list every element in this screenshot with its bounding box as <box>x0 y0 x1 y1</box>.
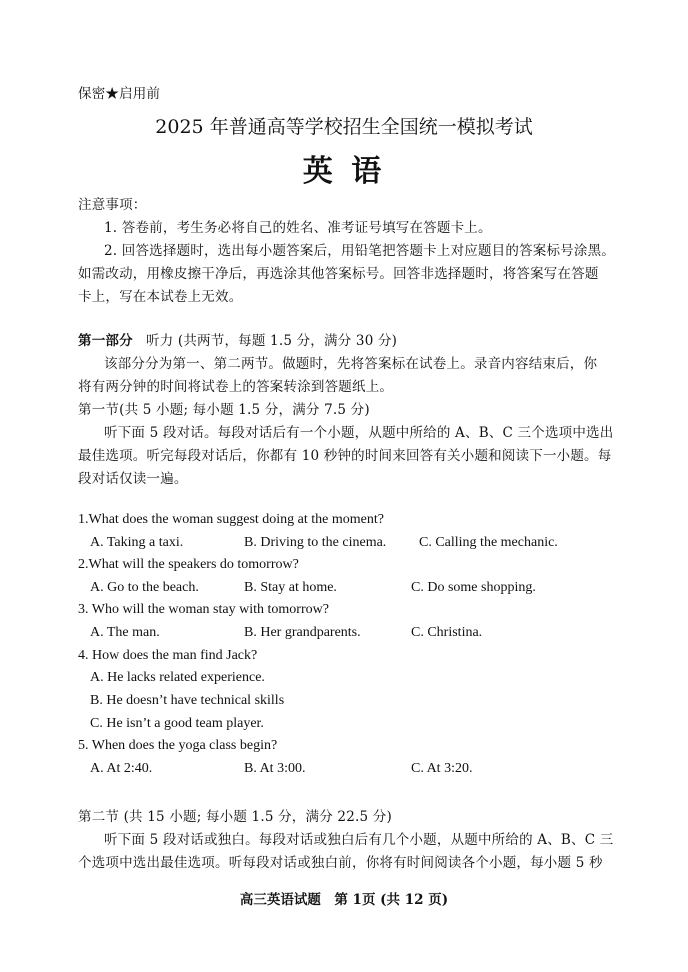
notes-item-1: 1. 答卷前，考生务必将自己的姓名、准考证号填写在答题卡上。 <box>104 220 492 236</box>
question-4-stem: 4. How does the man find Jack? <box>78 648 258 663</box>
notes-item-2-line-1: 2. 回答选择题时，选出每小题答案后，用铅笔把答题卡上对应题目的答案标号涂黑。 <box>104 243 615 259</box>
part1-title: 听力 (共两节，每题 1.5 分，满分 30 分) <box>146 333 398 349</box>
question-5-option-b: B. At 3:00. <box>244 761 306 776</box>
question-3-stem: 3. Who will the woman stay with tomorrow? <box>78 602 329 617</box>
part1-label: 第一部分 <box>78 333 133 349</box>
part1-intro-line-2: 将有两分钟的时间将试卷上的答案转涂到答题纸上。 <box>78 379 394 395</box>
question-2-option-b: B. Stay at home. <box>244 580 337 595</box>
question-1-option-c: C. Calling the mechanic. <box>419 535 558 550</box>
question-1-option-a: A. Taking a taxi. <box>90 535 184 550</box>
section1-heading: 第一节(共 5 小题; 每小题 1.5 分，满分 7.5 分) <box>78 402 370 418</box>
question-5-stem: 5. When does the yoga class begin? <box>78 738 278 753</box>
page-footer: 高三英语试题 第 1页 (共 12 页) <box>239 892 449 908</box>
section1-instr-line-2: 最佳选项。听完每段对话后，你都有 10 秒钟的时间来回答有关小题和阅读下一小题。每 <box>78 448 612 464</box>
question-4-option-c: C. He isn’t a good team player. <box>90 716 264 731</box>
part1-intro-line-1: 该部分分为第一、第二两节。做题时，先将答案标在试卷上。录音内容结束后，你 <box>104 356 598 372</box>
question-4-option-a: A. He lacks related experience. <box>90 670 265 685</box>
question-4-option-b: B. He doesn’t have technical skills <box>90 693 285 708</box>
question-2-option-c: C. Do some shopping. <box>411 580 536 595</box>
question-2-stem: 2.What will the speakers do tomorrow? <box>78 557 299 572</box>
subject-title: 英 语 <box>302 154 386 189</box>
question-5-option-c: C. At 3:20. <box>411 761 473 776</box>
notes-heading: 注意事项： <box>78 197 147 213</box>
notes-item-2-line-2: 如需改动，用橡皮擦干净后，再选涂其他答案标号。回答非选择题时，将答案写在答题 <box>78 266 599 282</box>
question-1-stem: 1.What does the woman suggest doing at the moment? <box>78 512 384 527</box>
question-3-option-b: B. Her grandparents. <box>244 625 361 640</box>
exam-title: 2025 年普通高等学校招生全国统一模拟考试 <box>155 116 533 138</box>
section1-instr-line-3: 段对话仅读一遍。 <box>78 471 188 487</box>
confidential-label: 保密★启用前 <box>78 86 161 102</box>
question-3-option-c: C. Christina. <box>411 625 483 640</box>
question-1-option-b: B. Driving to the cinema. <box>244 535 387 550</box>
section2-heading: 第二节 (共 15 小题; 每小题 1.5 分，满分 22.5 分) <box>78 809 392 825</box>
section2-instr-line-1: 听下面 5 段对话或独白。每段对话或独白后有几个小题，从题中所给的 A、B、C 三 <box>104 832 614 848</box>
question-5-option-a: A. At 2:40. <box>90 761 153 776</box>
question-2-option-a: A. Go to the beach. <box>90 580 199 595</box>
section1-instr-line-1: 听下面 5 段对话。每段对话后有一个小题，从题中所给的 A、B、C 三个选项中选出 <box>104 425 614 441</box>
notes-item-2-line-3: 卡上，写在本试卷上无效。 <box>78 289 243 305</box>
section2-instr-line-2: 个选项中选出最佳选项。听每段对话或独白前，你将有时间阅读各个小题，每小题 5 秒 <box>78 855 603 871</box>
question-3-option-a: A. The man. <box>90 625 160 640</box>
